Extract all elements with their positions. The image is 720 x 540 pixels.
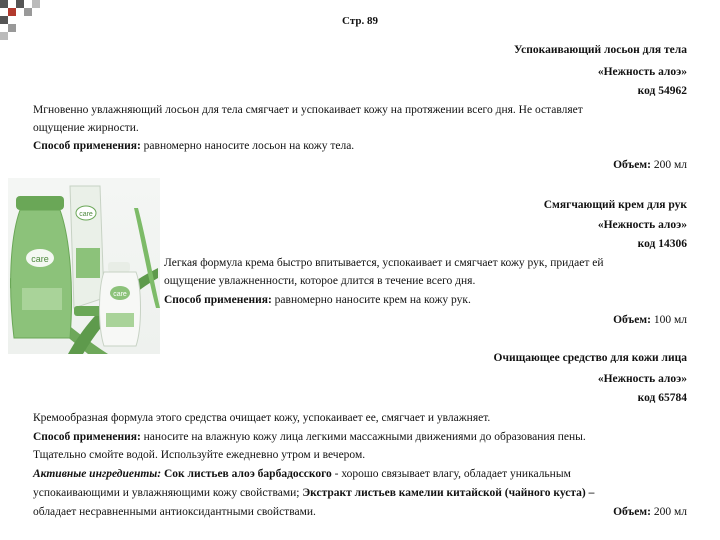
bottle-cap [108,262,130,272]
product-photo-drawing [8,178,160,354]
brand-logo-text: care [113,291,127,298]
ingredient-text: обладает несравненными антиоксидантными свойствами. [33,506,316,518]
ingredients-line [33,486,594,500]
usage-label: Способ применения: [33,431,141,443]
product-description: Легкая формула крема быстро впитывается, успокаивает и смягчает кожу рук, придает ей [164,257,604,269]
ingredients-label: Активные ингредиенты: [33,468,162,480]
product-title: Очищающее средство для кожи лица [493,352,687,364]
usage-text-continued: Тщательно смойте водой. Используйте ежедневно утром и вечером. [33,449,366,461]
ingredient-text: - хорошо связывает влагу, обладает уникальным [331,468,571,480]
product-title: Смягчающий крем для рук [543,199,687,211]
volume-label: Объем: [613,314,651,326]
corner-square [16,0,24,8]
volume-value: 100 мл [650,314,687,326]
usage-line [164,293,471,307]
usage-label: Способ применения: [33,140,141,152]
cream-tube [70,186,104,308]
corner-square [32,0,40,8]
usage-line [33,430,586,444]
ingredient-name: Экстракт листьев камелии китайской (чайного куста) – [302,487,595,499]
bottle-label [106,313,134,327]
lotion-bottle [11,210,72,338]
product-photo [8,178,160,354]
product-description: Кремообразная формула этого средства очищает кожу, успокаивает ее, смягчает и увлажняет. [33,412,491,424]
volume-value: 200 мл [650,159,687,171]
product-subtitle: «Нежность алоэ» [597,373,687,385]
cleanser-bottle [100,272,141,346]
product-title: Успокаивающий лосьон для тела [513,44,687,56]
product-code: код 65784 [637,392,687,404]
page-number: Стр. 89 [342,15,378,27]
bottle-label [22,288,62,310]
tube-label [76,248,100,278]
product-description: Мгновенно увлажняющий лосьон для тела смягчает и успокаивает кожу на протяжении всего дня. Не оставляет [33,104,583,116]
product-code: код 14306 [637,238,687,250]
usage-text: наносите на влажную кожу лица легкими массажными движениями до образования пены. [140,431,586,443]
usage-text: равномерно наносите крем на кожу рук. [271,294,471,306]
usage-label: Способ применения: [164,294,272,306]
ingredient-text: успокаивающими и увлажняющими кожу свойствами; [33,487,303,499]
product-description: ощущение жирности. [33,122,139,134]
volume-label: Объем: [613,159,651,171]
product-subtitle: «Нежность алоэ» [597,66,687,78]
ingredients-line [33,467,571,481]
volume-line [613,505,687,519]
corner-square [0,0,8,8]
volume-line [613,313,687,327]
ingredient-name: Сок листьев алоэ барбадосского [161,468,332,480]
corner-square [0,32,8,40]
product-code: код 54962 [637,85,687,97]
usage-line [33,139,354,153]
product-subtitle: «Нежность алоэ» [597,219,687,231]
bottle-cap [16,196,64,210]
brand-logo-text: care [79,211,93,218]
volume-value: 200 мл [650,506,687,518]
brand-logo-text: care [31,254,49,264]
usage-text: равномерно наносите лосьон на кожу тела. [140,140,355,152]
product-description: ощущение увлажненности, которое длится в течение всего дня. [164,275,476,287]
volume-line [613,158,687,172]
volume-label: Объем: [613,506,651,518]
